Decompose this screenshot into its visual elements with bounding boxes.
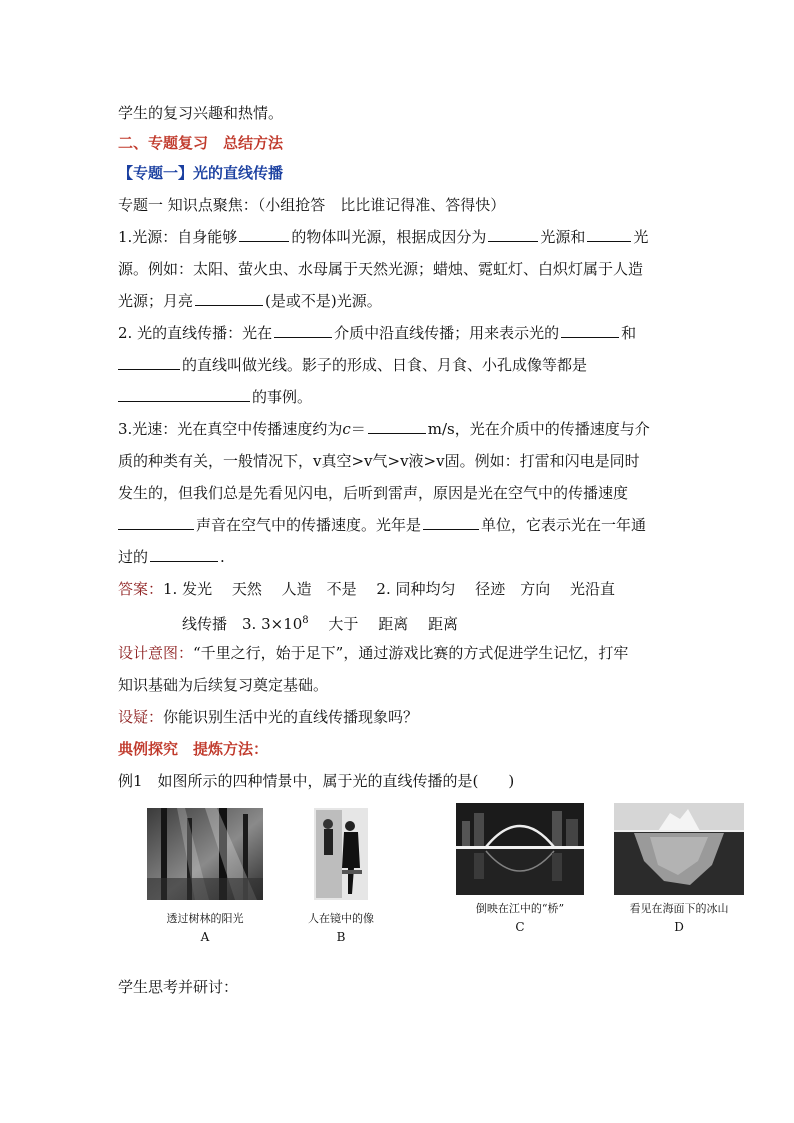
figure-b-letter: B bbox=[336, 930, 346, 944]
topic1-title: 光的直线传播 bbox=[193, 164, 284, 182]
design-label: 设计意图： bbox=[118, 644, 194, 662]
q1-line2: 源。例如：太阳、萤火虫、水母属于天然光源；蜡烛、霓虹灯、白炽灯属于人造 bbox=[118, 260, 644, 278]
topic1-intro: 专题一 知识点聚焦：（小组抢答 比比谁记得准、答得快） bbox=[118, 196, 506, 214]
q1-blank-4 bbox=[195, 291, 263, 306]
q3-text-5a: 过的 bbox=[118, 548, 149, 566]
figure-d-caption: 看见在海面下的冰山 bbox=[629, 902, 729, 915]
q1-text-b: 的物体叫光源，根据成因分为 bbox=[291, 228, 487, 246]
answer-line2 bbox=[182, 611, 742, 634]
q3-line3: 发生的，但我们总是先看见闪电，后听到雷声，原因是光在空气中的传播速度 bbox=[118, 484, 629, 502]
figure-c-letter: C bbox=[515, 920, 525, 934]
q1-blank-3 bbox=[587, 227, 631, 242]
q3-blank-1 bbox=[368, 419, 426, 434]
q3-line4 bbox=[118, 515, 678, 535]
figure-a-letter: A bbox=[200, 930, 210, 944]
figure-a-forest-image bbox=[147, 808, 263, 900]
q3-blank-4 bbox=[150, 547, 218, 562]
q2-blank-2 bbox=[561, 323, 619, 338]
intro-line: 学生的复习兴趣和热情。 bbox=[118, 104, 284, 122]
q2-text-a: 2. 光的直线传播：光在 bbox=[118, 324, 273, 342]
q2-blank-4 bbox=[118, 387, 250, 402]
q3-blank-2 bbox=[118, 515, 194, 530]
q1-line3 bbox=[118, 291, 678, 311]
answer-exponent: 8 bbox=[302, 615, 309, 626]
q2-blank-1 bbox=[274, 323, 332, 338]
q1-text-a: 1.光源：自身能够 bbox=[118, 228, 238, 246]
question-line bbox=[118, 707, 678, 727]
example-title: 典例探究 提炼方法： bbox=[118, 740, 269, 758]
q2-line3 bbox=[118, 387, 678, 407]
q3-c-symbol: c bbox=[342, 420, 351, 438]
q3-line5 bbox=[118, 547, 678, 567]
topic1-bracket: 【专题一】 bbox=[118, 164, 194, 182]
question-text: 你能识别生活中光的直线传播现象吗？ bbox=[163, 708, 419, 726]
question-label: 设疑： bbox=[118, 708, 164, 726]
answer-label: 答案： bbox=[118, 580, 164, 598]
q3-text-a: 3.光速：光在真空中传播速度约为 bbox=[118, 420, 343, 438]
figure-d-iceberg-image bbox=[614, 803, 744, 895]
q3-blank-3 bbox=[423, 515, 479, 530]
figure-b-mirror-image bbox=[314, 808, 368, 900]
q2-blank-3 bbox=[118, 355, 180, 370]
q3-eq: ＝ bbox=[350, 420, 366, 438]
student-discuss: 学生思考并研讨： bbox=[118, 978, 239, 996]
q3-text-5b: . bbox=[220, 548, 225, 566]
figure-c-caption: 倒映在江中的“桥” bbox=[475, 902, 565, 915]
q3-text-4c: 单位，它表示光在一年通 bbox=[481, 516, 647, 534]
section2-title: 二、专题复习 总结方法 bbox=[118, 134, 284, 152]
answer-text-2a: 线传播 3. 3×10 bbox=[182, 615, 303, 633]
q2-line1 bbox=[118, 323, 678, 343]
design-text-1: “千里之行，始于足下”，通过游戏比赛的方式促进学生记忆，打牢 bbox=[193, 644, 629, 662]
q3-unit: m/s，光在介质中的传播速度与介 bbox=[427, 420, 650, 438]
q1-text-c: 光源和 bbox=[540, 228, 586, 246]
q2-line2 bbox=[118, 355, 678, 375]
example1-text: 例1 如图所示的四种情景中，属于光的直线传播的是( ) bbox=[118, 772, 515, 790]
q3-text-4b: 声音在空气中的传播速度。光年是 bbox=[196, 516, 422, 534]
figure-d-letter: D bbox=[674, 920, 684, 934]
design-line2: 知识基础为后续复习奠定基础。 bbox=[118, 676, 329, 694]
answer-text-2b: 大于 距离 距离 bbox=[308, 615, 458, 633]
q2-text-c: 和 bbox=[621, 324, 637, 342]
q1-blank-1 bbox=[239, 227, 289, 242]
q2-text-b: 介质中沿直线传播；用来表示光的 bbox=[334, 324, 560, 342]
q2-text-2b: 的直线叫做光线。影子的形成、日食、月食、小孔成像等都是 bbox=[182, 356, 588, 374]
q1-text-3b: (是或不是)光源。 bbox=[265, 292, 382, 310]
topic1-heading bbox=[118, 163, 678, 183]
q1-blank-2 bbox=[488, 227, 538, 242]
figure-c-bridge-image bbox=[456, 803, 584, 895]
answer-line1 bbox=[118, 579, 678, 599]
figure-b-caption: 人在镜中的像 bbox=[308, 912, 374, 925]
q3-line2: 质的种类有关，一般情况下，v真空>v气>v液>v固。例如：打雷和闪电是同时 bbox=[118, 452, 640, 470]
figure-a-caption: 透过树林的阳光 bbox=[166, 912, 244, 925]
design-line1 bbox=[118, 643, 678, 663]
q1-text-3a: 光源；月亮 bbox=[118, 292, 194, 310]
answer-text-1: 1. 发光 天然 人造 不是 2. 同种均匀 径迹 方向 光沿直 bbox=[163, 580, 616, 598]
q1-text-d: 光 bbox=[633, 228, 649, 246]
q2-text-3b: 的事例。 bbox=[252, 388, 313, 406]
q1-line1 bbox=[118, 227, 678, 247]
q3-line1 bbox=[118, 419, 678, 439]
